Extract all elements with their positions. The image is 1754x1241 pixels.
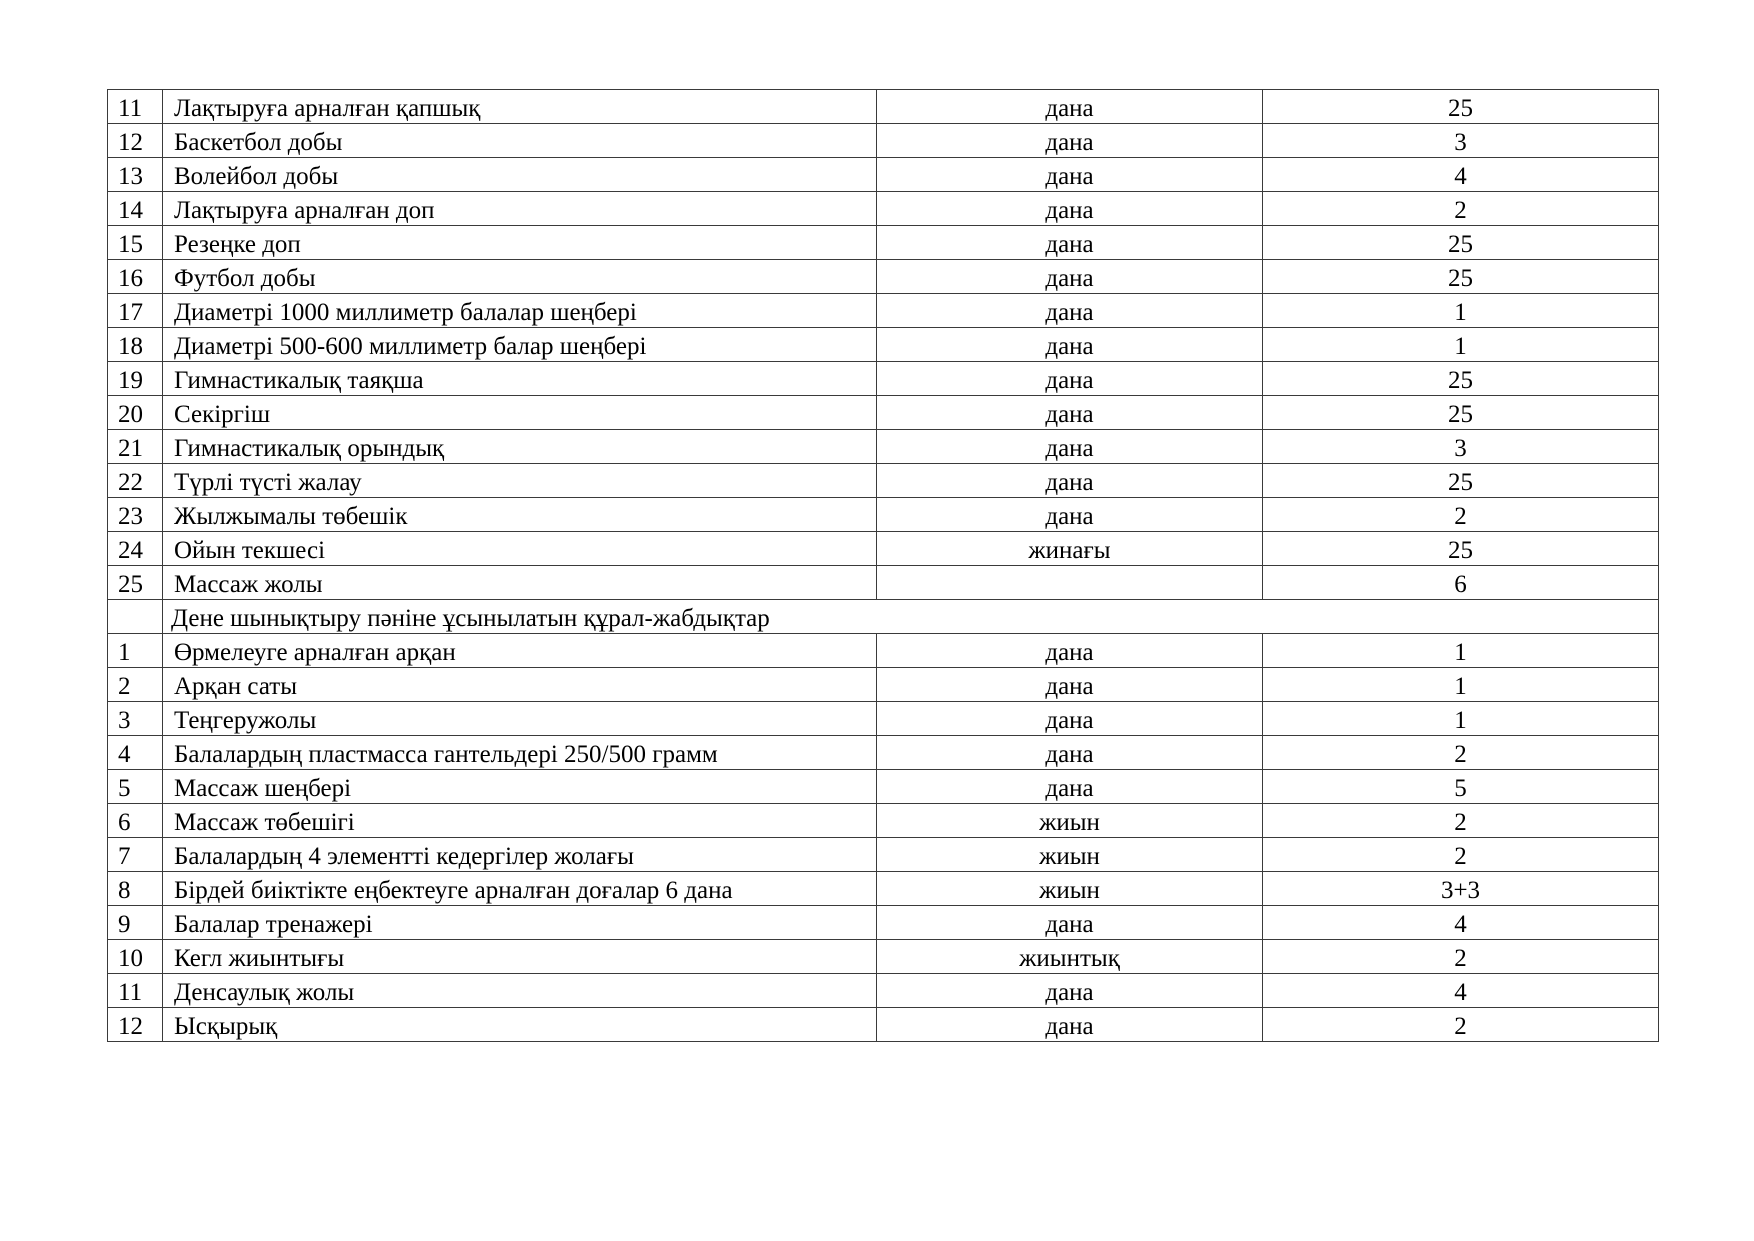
item-quantity: 2	[1263, 736, 1659, 770]
item-unit: дана	[877, 770, 1263, 804]
table-row	[108, 158, 1659, 192]
equipment-table	[107, 89, 1659, 1042]
item-name: Жылжымалы төбешік	[163, 498, 877, 532]
item-unit: дана	[877, 974, 1263, 1008]
row-number: 5	[108, 770, 163, 804]
item-name: Баскетбол добы	[163, 124, 877, 158]
item-unit: дана	[877, 260, 1263, 294]
item-quantity: 25	[1263, 362, 1659, 396]
item-quantity: 5	[1263, 770, 1659, 804]
item-quantity: 25	[1263, 260, 1659, 294]
item-name: Теңгеружолы	[163, 702, 877, 736]
item-name: Ысқырық	[163, 1008, 877, 1042]
table-row	[108, 498, 1659, 532]
row-number: 7	[108, 838, 163, 872]
item-name: Массаж шеңбері	[163, 770, 877, 804]
row-number: 13	[108, 158, 163, 192]
table-row	[108, 566, 1659, 600]
item-name: Массаж төбешігі	[163, 804, 877, 838]
item-quantity: 2	[1263, 498, 1659, 532]
item-unit: дана	[877, 906, 1263, 940]
table-row	[108, 1008, 1659, 1042]
item-name: Арқан саты	[163, 668, 877, 702]
row-number: 12	[108, 124, 163, 158]
table-row	[108, 328, 1659, 362]
item-unit: дана	[877, 294, 1263, 328]
item-quantity: 2	[1263, 838, 1659, 872]
table-row	[108, 702, 1659, 736]
table-row	[108, 294, 1659, 328]
item-unit: жинағы	[877, 532, 1263, 566]
item-quantity: 25	[1263, 396, 1659, 430]
item-unit: дана	[877, 1008, 1263, 1042]
table-row	[108, 736, 1659, 770]
item-name: Гимнастикалық таяқша	[163, 362, 877, 396]
table-row	[108, 260, 1659, 294]
row-number: 11	[108, 974, 163, 1008]
item-quantity: 2	[1263, 804, 1659, 838]
table-row	[108, 770, 1659, 804]
item-quantity: 4	[1263, 906, 1659, 940]
item-unit: жиын	[877, 804, 1263, 838]
table-row	[108, 872, 1659, 906]
item-name: Диаметрі 1000 миллиметр балалар шеңбері	[163, 294, 877, 328]
item-quantity: 25	[1263, 464, 1659, 498]
item-quantity: 1	[1263, 668, 1659, 702]
item-unit: жиынтық	[877, 940, 1263, 974]
item-quantity: 3	[1263, 430, 1659, 464]
item-quantity: 6	[1263, 566, 1659, 600]
table-row	[108, 226, 1659, 260]
row-number: 19	[108, 362, 163, 396]
row-number: 9	[108, 906, 163, 940]
table-row	[108, 362, 1659, 396]
item-name: Диаметрі 500-600 миллиметр балар шеңбері	[163, 328, 877, 362]
item-name: Секіргіш	[163, 396, 877, 430]
item-unit: дана	[877, 124, 1263, 158]
item-quantity: 25	[1263, 532, 1659, 566]
item-unit: дана	[877, 736, 1263, 770]
item-name: Балалардың 4 элементті кедергілер жолағы	[163, 838, 877, 872]
row-number: 22	[108, 464, 163, 498]
item-quantity: 1	[1263, 634, 1659, 668]
row-number: 1	[108, 634, 163, 668]
item-unit	[877, 566, 1263, 600]
item-unit: дана	[877, 396, 1263, 430]
item-quantity: 3	[1263, 124, 1659, 158]
table-row	[108, 838, 1659, 872]
item-quantity: 1	[1263, 328, 1659, 362]
row-number: 23	[108, 498, 163, 532]
row-number: 12	[108, 1008, 163, 1042]
item-unit: дана	[877, 158, 1263, 192]
table-row	[108, 124, 1659, 158]
item-quantity: 2	[1263, 1008, 1659, 1042]
table-row	[108, 430, 1659, 464]
row-number: 10	[108, 940, 163, 974]
row-number: 8	[108, 872, 163, 906]
item-unit: жиын	[877, 838, 1263, 872]
item-unit: дана	[877, 634, 1263, 668]
item-unit: дана	[877, 668, 1263, 702]
table-row	[108, 974, 1659, 1008]
item-name: Түрлі түсті жалау	[163, 464, 877, 498]
table-row	[108, 90, 1659, 124]
item-name: Гимнастикалық орындық	[163, 430, 877, 464]
section-title: Дене шынықтыру пәніне ұсынылатын құрал-жабдықтар	[163, 600, 1659, 634]
item-name: Кегл жиынтығы	[163, 940, 877, 974]
item-unit: дана	[877, 430, 1263, 464]
row-number: 16	[108, 260, 163, 294]
item-name: Лақтыруға арналған доп	[163, 192, 877, 226]
item-name: Өрмелеуге арналған арқан	[163, 634, 877, 668]
table-row	[108, 192, 1659, 226]
item-unit: дана	[877, 192, 1263, 226]
table-row	[108, 906, 1659, 940]
item-name: Балалардың пластмасса гантельдері 250/500 грамм	[163, 736, 877, 770]
item-unit: дана	[877, 226, 1263, 260]
section-header-row	[108, 600, 1659, 634]
item-name: Массаж жолы	[163, 566, 877, 600]
item-name: Резеңке доп	[163, 226, 877, 260]
row-number: 24	[108, 532, 163, 566]
table-row	[108, 940, 1659, 974]
item-name: Денсаулық жолы	[163, 974, 877, 1008]
row-number: 25	[108, 566, 163, 600]
row-number: 18	[108, 328, 163, 362]
item-quantity: 2	[1263, 940, 1659, 974]
item-unit: дана	[877, 464, 1263, 498]
item-quantity: 4	[1263, 158, 1659, 192]
row-number: 21	[108, 430, 163, 464]
table-row	[108, 804, 1659, 838]
table-row	[108, 668, 1659, 702]
item-name: Балалар тренажері	[163, 906, 877, 940]
item-unit: дана	[877, 498, 1263, 532]
row-number: 15	[108, 226, 163, 260]
item-quantity: 25	[1263, 90, 1659, 124]
table-row	[108, 634, 1659, 668]
item-unit: жиын	[877, 872, 1263, 906]
item-name: Бірдей биіктікте еңбектеуге арналған доғалар 6 дана	[163, 872, 877, 906]
row-number: 6	[108, 804, 163, 838]
item-unit: дана	[877, 90, 1263, 124]
item-name: Волейбол добы	[163, 158, 877, 192]
item-name: Лақтыруға арналған қапшық	[163, 90, 877, 124]
section-header-number-cell	[108, 600, 163, 634]
item-unit: дана	[877, 328, 1263, 362]
table-row	[108, 396, 1659, 430]
physical-education-equipment-rows	[108, 634, 1659, 1042]
row-number: 14	[108, 192, 163, 226]
item-unit: дана	[877, 702, 1263, 736]
item-quantity: 1	[1263, 702, 1659, 736]
row-number: 20	[108, 396, 163, 430]
row-number: 11	[108, 90, 163, 124]
item-quantity: 2	[1263, 192, 1659, 226]
item-unit: дана	[877, 362, 1263, 396]
item-name: Футбол добы	[163, 260, 877, 294]
item-quantity: 3+3	[1263, 872, 1659, 906]
table-row	[108, 532, 1659, 566]
section-header	[108, 600, 1659, 634]
item-quantity: 25	[1263, 226, 1659, 260]
row-number: 4	[108, 736, 163, 770]
item-quantity: 1	[1263, 294, 1659, 328]
row-number: 2	[108, 668, 163, 702]
item-name: Ойын текшесі	[163, 532, 877, 566]
row-number: 17	[108, 294, 163, 328]
equipment-rows	[108, 90, 1659, 600]
table-row	[108, 464, 1659, 498]
row-number: 3	[108, 702, 163, 736]
item-quantity: 4	[1263, 974, 1659, 1008]
